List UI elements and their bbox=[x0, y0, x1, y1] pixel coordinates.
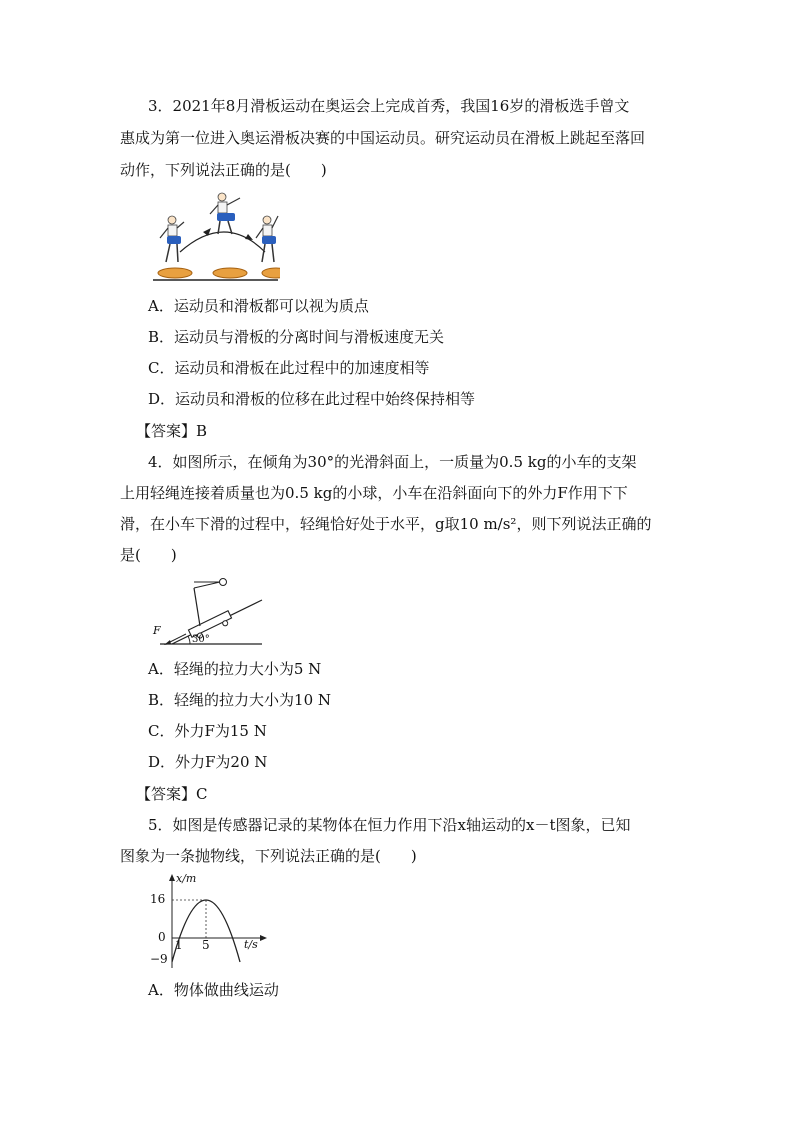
q3-line-2: 惠成为第一位进入奥运滑板决赛的中国运动员。研究运动员在滑板上跳起至落回 bbox=[120, 129, 646, 147]
q3-option-a: A．运动员和滑板都可以视为质点 bbox=[148, 297, 369, 315]
y-tick-neg9: −9 bbox=[150, 952, 168, 966]
q4-line-4: 是( ) bbox=[120, 546, 177, 564]
x-tick-5: 5 bbox=[202, 938, 210, 952]
force-label: F bbox=[153, 624, 161, 637]
q3-answer: 【答案】B bbox=[136, 422, 208, 440]
q5-line-2: 图象为一条抛物线，下列说法正确的是( ) bbox=[120, 847, 417, 865]
q5-line-1: 5．如图是传感器记录的某物体在恒力作用下沿x轴运动的x－t图象，已知 bbox=[148, 816, 631, 834]
skater-middle bbox=[210, 193, 240, 234]
q4-answer: 【答案】C bbox=[136, 785, 208, 803]
q4-option-c: C．外力F为15 N bbox=[148, 722, 267, 740]
q4-option-d: D．外力F为20 N bbox=[148, 753, 268, 771]
q4-line-3: 滑，在小车下滑的过程中，轻绳恰好处于水平，g取10 m/s²，则下列说法正确的 bbox=[120, 515, 652, 533]
q4-option-a: A．轻绳的拉力大小为5 N bbox=[148, 660, 322, 678]
q4-line-2: 上用轻绳连接着质量也为0.5 kg的小球，小车在沿斜面向下的外力F作用下下 bbox=[120, 484, 628, 502]
x-tick-1: 1 bbox=[175, 938, 183, 952]
skater-right bbox=[256, 216, 278, 262]
y-tick-16: 16 bbox=[150, 892, 166, 906]
q3-option-c: C．运动员和滑板在此过程中的加速度相等 bbox=[148, 359, 430, 377]
incline-cart-figure bbox=[150, 572, 270, 652]
q4-option-b: B．轻绳的拉力大小为10 N bbox=[148, 691, 332, 709]
x-axis-label: t/s bbox=[244, 938, 258, 951]
y-tick-0: 0 bbox=[158, 930, 166, 944]
q4-line-1: 4．如图所示，在倾角为30°的光滑斜面上，一质量为0.5 kg的小车的支架 bbox=[148, 453, 637, 471]
q3-option-d: D．运动员和滑板的位移在此过程中始终保持相等 bbox=[148, 390, 476, 408]
angle-label: 30° bbox=[192, 634, 210, 645]
q5-option-a: A．物体做曲线运动 bbox=[148, 981, 279, 999]
q3-line-3: 动作，下列说法正确的是( ) bbox=[120, 161, 327, 179]
q3-line-1: 3．2021年8月滑板运动在奥运会上完成首秀，我国16岁的滑板选手曾文 bbox=[148, 97, 630, 115]
y-axis-label: x/m bbox=[176, 872, 197, 885]
skateboard-jump-figure bbox=[150, 192, 280, 284]
skater-left bbox=[160, 216, 184, 262]
x-t-graph bbox=[150, 872, 275, 972]
q3-option-b: B．运动员与滑板的分离时间与滑板速度无关 bbox=[148, 328, 445, 346]
